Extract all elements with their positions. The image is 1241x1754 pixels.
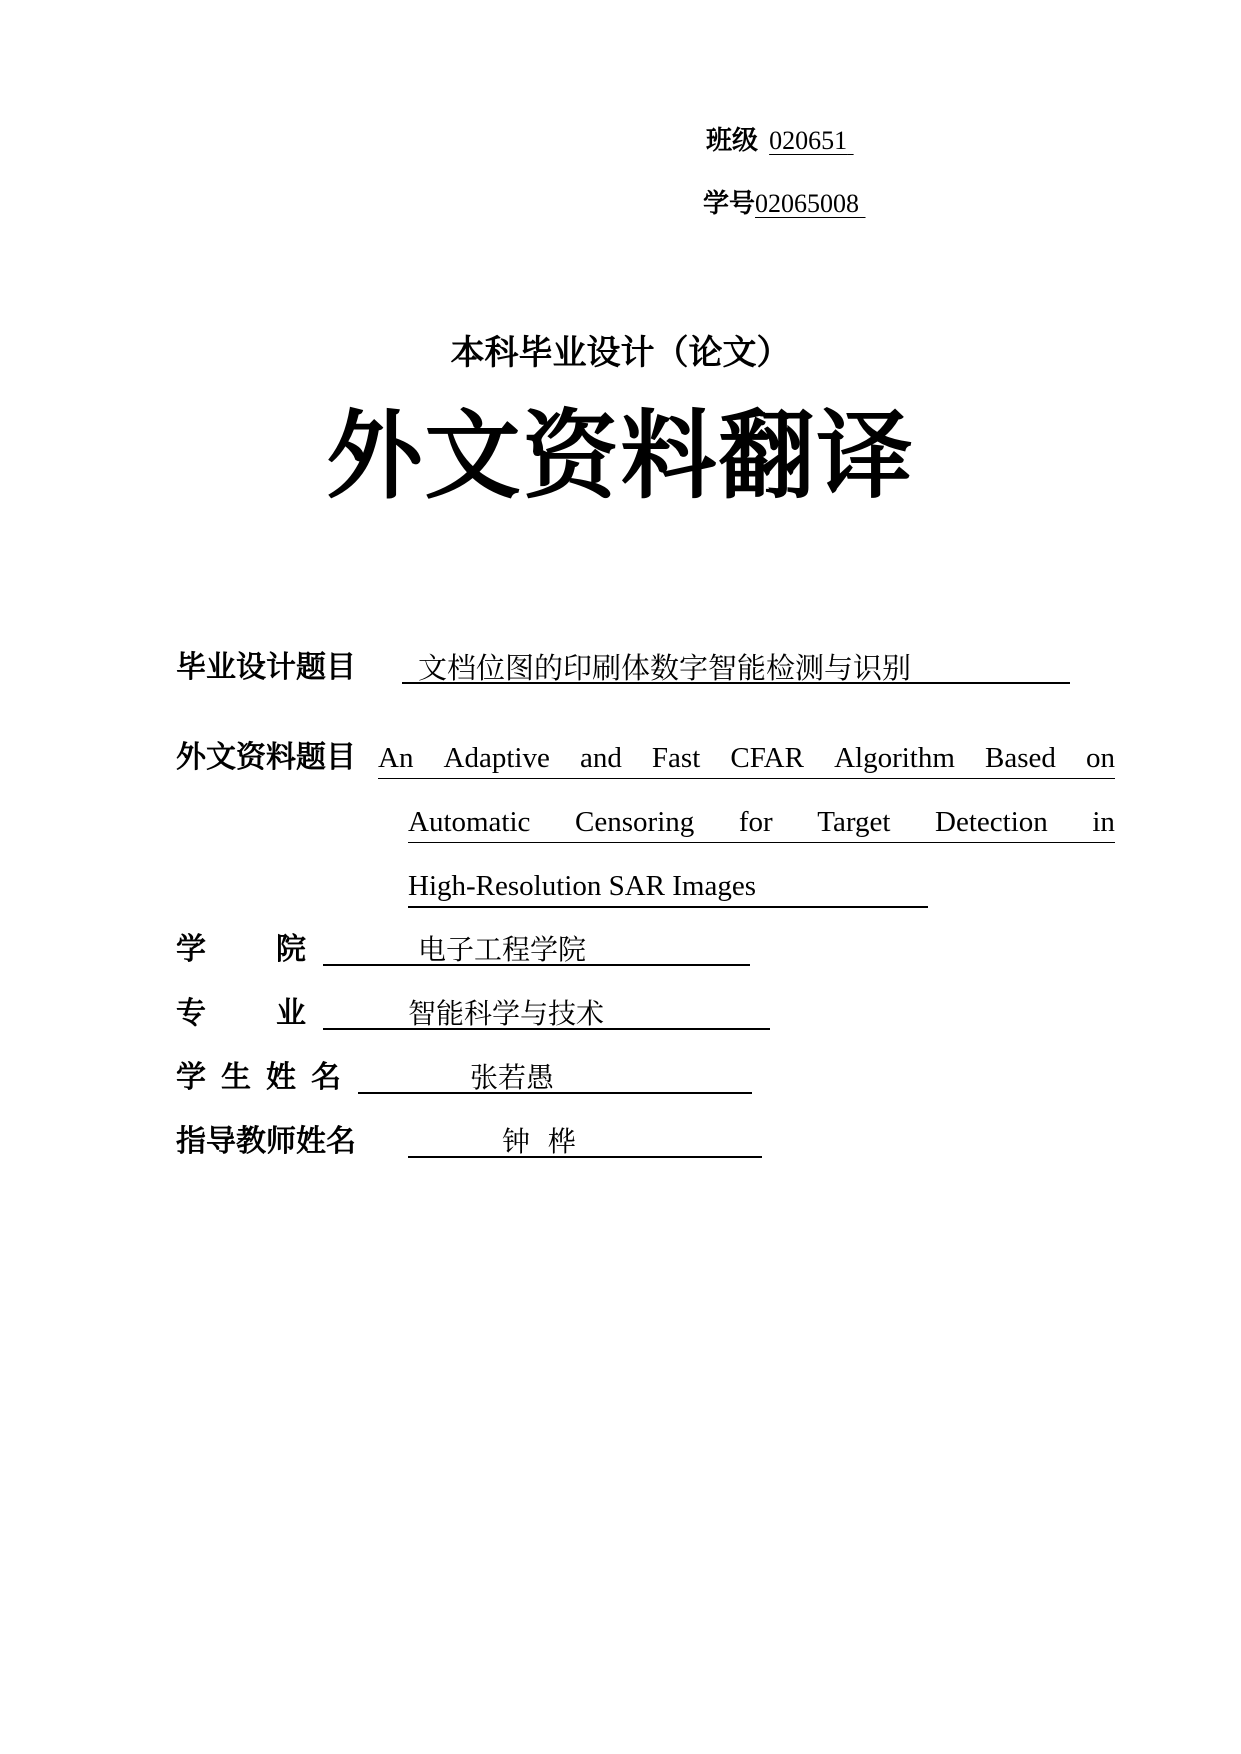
thesis-topic-value: 文档位图的印刷体数字智能检测与识别 bbox=[418, 651, 912, 685]
college-label bbox=[176, 930, 306, 970]
class-row bbox=[706, 120, 857, 157]
student-name-value: 张若愚 bbox=[470, 1061, 555, 1094]
foreign-title-word: and bbox=[579, 742, 622, 774]
college-value: 电子工程学院 bbox=[418, 933, 587, 966]
class-value: 020651 bbox=[769, 126, 848, 155]
advisor-underline bbox=[408, 1156, 762, 1158]
foreign-title-word: Fast bbox=[651, 742, 701, 774]
foreign-title-word: Censoring bbox=[575, 806, 695, 838]
page-title: 外文资料翻译 bbox=[326, 399, 915, 512]
major-label-char: 业 bbox=[276, 996, 306, 1031]
college-label-char: 学 bbox=[176, 932, 206, 967]
student-name-label-char: 生 bbox=[221, 1060, 251, 1095]
foreign-title-word: for bbox=[738, 806, 773, 838]
foreign-title-word: Detection bbox=[935, 806, 1048, 838]
foreign-title-line2 bbox=[408, 802, 1115, 843]
page-subtitle: 本科毕业设计（论文） bbox=[450, 333, 791, 373]
class-value-pad bbox=[847, 126, 857, 156]
student-name-label-char: 名 bbox=[311, 1060, 341, 1095]
student-id-row bbox=[703, 183, 869, 220]
foreign-title-word: CFAR bbox=[730, 742, 804, 774]
advisor-value: 钟 桦 bbox=[502, 1125, 576, 1158]
college-label-char: 院 bbox=[276, 932, 306, 967]
foreign-title-line1 bbox=[378, 738, 1115, 779]
student-name-label-char: 姓 bbox=[266, 1060, 296, 1095]
foreign-title-word: in bbox=[1092, 806, 1115, 838]
foreign-title-word: Adaptive bbox=[443, 742, 550, 774]
student-name-label bbox=[176, 1058, 341, 1098]
thesis-topic-label: 毕业设计题目 bbox=[176, 650, 356, 685]
advisor-label: 指导教师姓名 bbox=[176, 1124, 356, 1159]
student-id-value-pad bbox=[859, 189, 869, 219]
foreign-title-word: Target bbox=[817, 806, 891, 838]
student-id-label: 学号 bbox=[703, 189, 756, 219]
foreign-title-word: on bbox=[1085, 742, 1115, 774]
foreign-title-line3-text: High-Resolution SAR Images bbox=[408, 870, 756, 902]
foreign-title-word: Based bbox=[985, 742, 1056, 774]
foreign-title-word: Algorithm bbox=[834, 742, 955, 774]
student-name-label-char: 学 bbox=[176, 1060, 206, 1095]
major-label-char: 专 bbox=[176, 996, 206, 1031]
foreign-title-line3 bbox=[408, 866, 928, 908]
student-id-value: 02065008 bbox=[755, 189, 860, 218]
class-label: 班级 bbox=[706, 126, 759, 156]
student-name-underline bbox=[358, 1092, 752, 1094]
foreign-title-label: 外文资料题目 bbox=[176, 740, 356, 775]
major-label bbox=[176, 994, 306, 1034]
foreign-title-word: An bbox=[378, 742, 414, 774]
foreign-title-word: Automatic bbox=[408, 806, 531, 838]
major-value: 智能科学与技术 bbox=[408, 997, 605, 1030]
